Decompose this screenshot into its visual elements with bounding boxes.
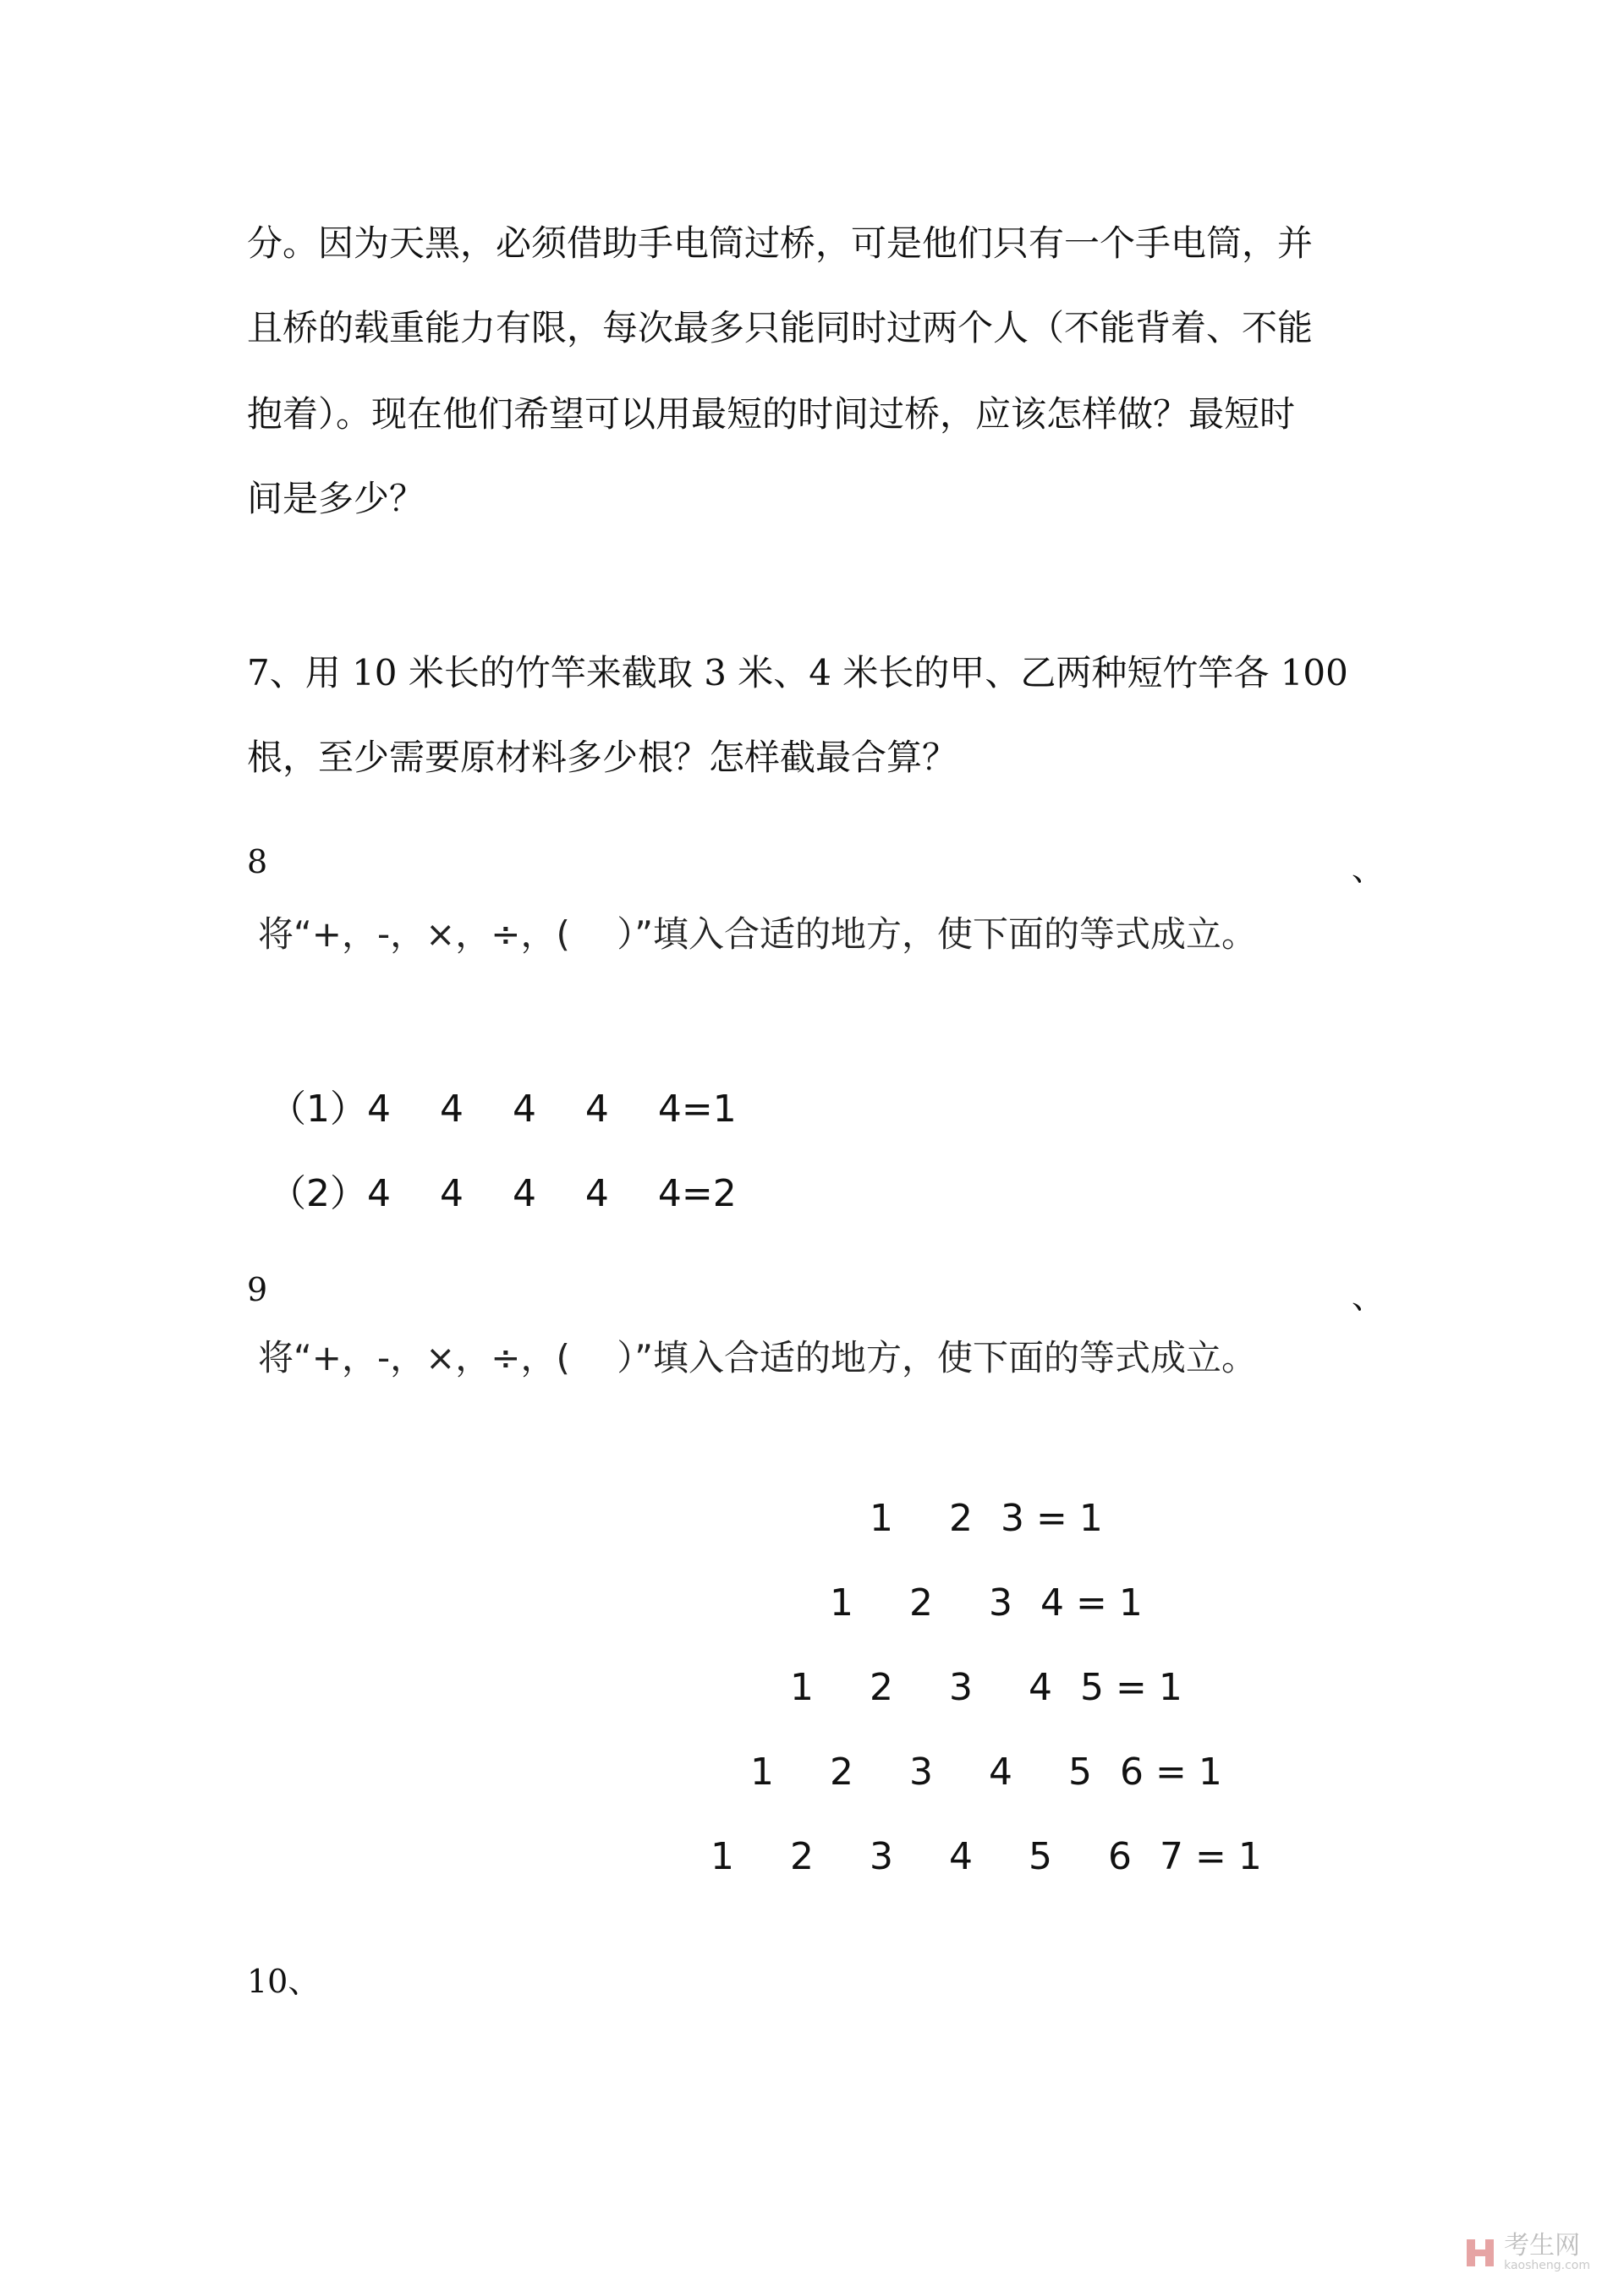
q9-row-2 — [802, 1581, 1143, 1625]
q9-row-4 — [722, 1751, 1222, 1794]
q8-equation-1: （1）4 4 4 4 4=1 — [269, 1088, 737, 1131]
q9-row-5 — [683, 1835, 1262, 1878]
q8-mark: 、 — [1352, 851, 1385, 888]
q9-term: 2 — [790, 1835, 814, 1878]
q9-term: 6 = 1 — [1120, 1751, 1222, 1794]
q6-line-3: 抱着）。现在他们希望可以用最短的时间过桥，应该怎样做？最短时 — [247, 393, 1296, 435]
q9-term: 3 — [909, 1751, 933, 1794]
q6-line-4: 间是多少？ — [247, 478, 425, 519]
q9-term: 2 — [909, 1581, 933, 1625]
q9-term: 5 — [1029, 1835, 1052, 1878]
q9-term: 1 — [830, 1581, 853, 1625]
q9-row-3 — [762, 1666, 1182, 1709]
q9-term: 5 — [1068, 1751, 1092, 1794]
q9-instruction: 将“+，-，×，÷，( ）”填入合适的地方，使下面的等式成立。 — [258, 1337, 1257, 1378]
q8-equation-2: （2）4 4 4 4 4=2 — [269, 1172, 737, 1215]
q9-term: 2 — [830, 1751, 853, 1794]
q6-line-2: 且桥的载重能力有限，每次最多只能同时过两个人（不能背着、不能 — [247, 307, 1314, 348]
q9-term: 6 — [1108, 1835, 1132, 1878]
q6-line-1: 分。因为天黑，必须借助手电筒过桥，可是他们只有一个手电筒，并 — [247, 222, 1314, 264]
q9-term: 1 — [870, 1497, 893, 1540]
q9-mark: 、 — [1352, 1279, 1385, 1316]
q9-term: 2 — [949, 1497, 973, 1540]
q9-term: 3 — [949, 1666, 973, 1709]
watermark-logo-icon — [1463, 2236, 1497, 2270]
q9-term: 3 — [989, 1581, 1012, 1625]
q9-row-1 — [842, 1497, 1103, 1540]
q9-term: 4 — [949, 1835, 973, 1878]
watermark-subtext: kaosheng.com — [1504, 2259, 1590, 2272]
q7-line-2: 根，至少需要原材料多少根？怎样截最合算？ — [247, 737, 958, 778]
q9-term: 2 — [870, 1666, 893, 1709]
q9-term: 5 = 1 — [1080, 1666, 1182, 1709]
watermark-text: 考生网 — [1504, 2231, 1581, 2260]
q9-term: 4 — [1029, 1666, 1052, 1709]
q9-term: 4 — [989, 1751, 1012, 1794]
q9-number: 9 — [247, 1271, 268, 1308]
q9-term: 3 = 1 — [1001, 1497, 1103, 1540]
q9-term: 4 = 1 — [1040, 1581, 1143, 1625]
q10-number: 10、 — [247, 1963, 321, 2000]
q9-term: 1 — [790, 1666, 814, 1709]
q9-term: 1 — [710, 1835, 734, 1878]
watermark — [1463, 2233, 1590, 2272]
q7-line-1: 7、用 10 米长的竹竿来截取 3 米、4 米长的甲、乙两种短竹竿各 100 — [247, 652, 1348, 693]
q9-term: 1 — [750, 1751, 774, 1794]
q9-term: 7 = 1 — [1160, 1835, 1262, 1878]
q8-instruction: 将“+，-，×，÷，( ）”填入合适的地方，使下面的等式成立。 — [258, 913, 1257, 955]
q9-term: 3 — [870, 1835, 893, 1878]
q8-number: 8 — [247, 843, 268, 880]
